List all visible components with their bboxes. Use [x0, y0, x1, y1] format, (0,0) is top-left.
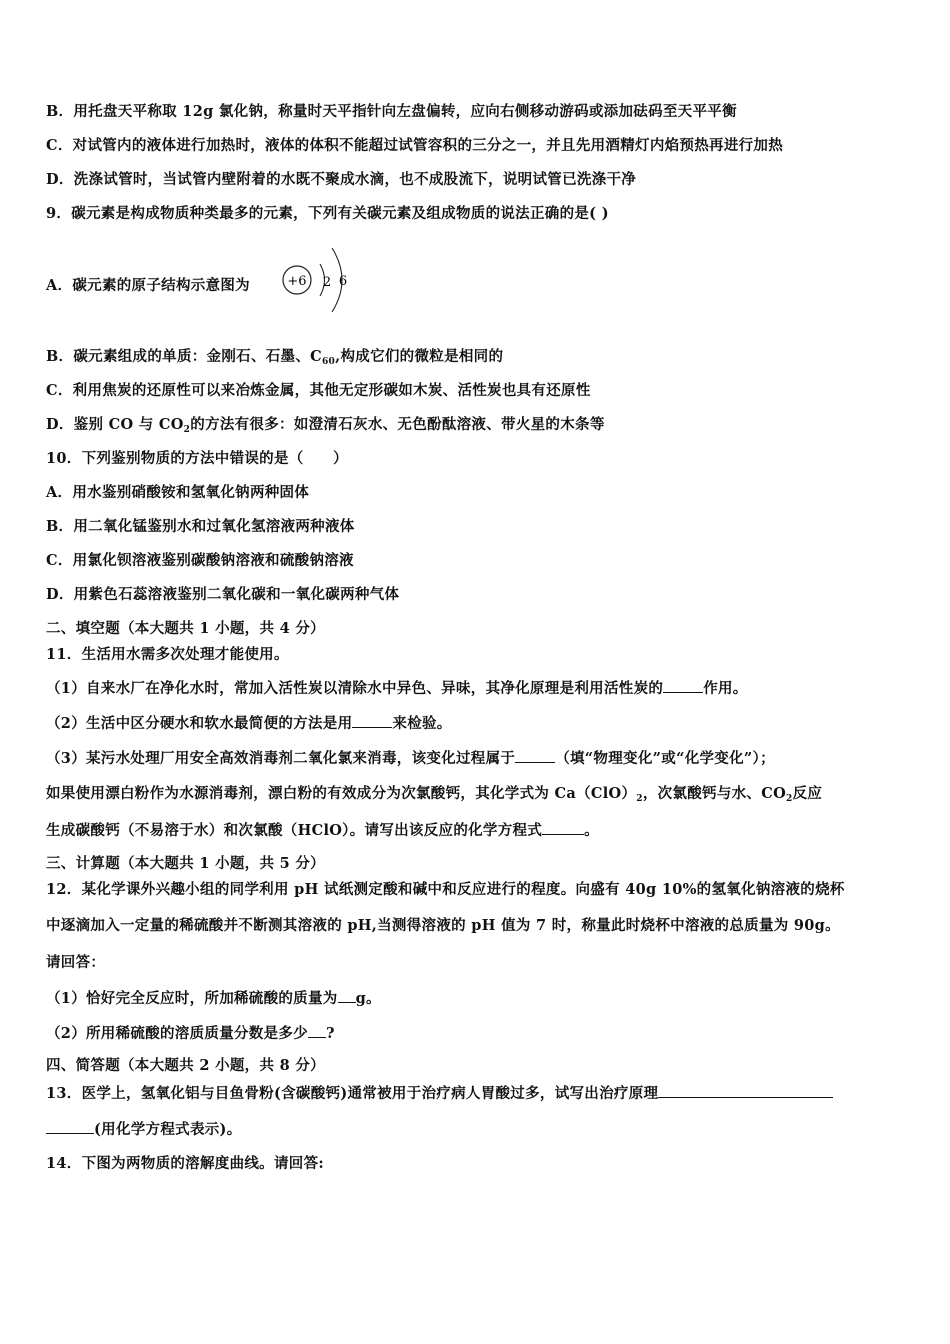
- q13-line-1: 13．医学上，氢氧化铝与目鱼骨粉(含碳酸钙)通常被用于治疗病人胃酸过多，试写出治疗原理: [46, 1083, 833, 1104]
- answer-blank: [515, 748, 555, 763]
- q9-stem: 9．碳元素是构成物质种类最多的元素，下列有关碳元素及组成物质的说法正确的是( ): [46, 205, 609, 222]
- shell-1-count: 2: [322, 275, 332, 290]
- q12-line-1: 12．某化学课外兴趣小组的同学利用 pH 试纸测定酸和碱中和反应进行的程度。向盛有 40g 10%的氢氧化钠溶液的烧杯: [46, 881, 845, 898]
- q11-part-3-cont-2: 生成碳酸钙（不易溶于水）和次氯酸（HClO）。请写出该反应的化学方程式 。: [46, 822, 599, 839]
- answer-blank: [542, 820, 584, 835]
- answer-blank: [46, 1119, 94, 1134]
- q9-option-c: C．利用焦炭的还原性可以来冶炼金属，其他无定形碳如木炭、活性炭也具有还原性: [46, 382, 591, 399]
- section-3-title: 三、计算题（本大题共 1 小题，共 5 分）: [46, 855, 325, 872]
- q10-option-a: A．用水鉴别硝酸铵和氢氧化钠两种固体: [46, 484, 310, 501]
- section-4-title: 四、简答题（本大题共 2 小题，共 8 分）: [46, 1057, 325, 1074]
- q10-option-d: D．用紫色石蕊溶液鉴别二氧化碳和一氧化碳两种气体: [46, 586, 400, 603]
- answer-blank: [663, 678, 703, 693]
- q9-option-d: D．鉴别 CO 与 $CO_2$的方法有很多：如澄清石灰水、无色酚酞溶液、带火星的木条等: [46, 416, 605, 435]
- q10-option-b: B．用二氧化锰鉴别水和过氧化氢溶液两种液体: [46, 518, 355, 535]
- q9-option-b: B．碳元素组成的单质：金刚石、石墨、$C_{60}$,构成它们的微粒是相同的: [46, 348, 504, 367]
- q11-part-3-cont: 如果使用漂白粉作为水源消毒剂，漂白粉的有效成分为次氯酸钙，其化学式为 $Ca(ClO)_2$，次氯酸钙与水、$CO_2$反应: [46, 785, 823, 804]
- answer-blank: [338, 988, 356, 1003]
- q13-line-2: (用化学方程式表示)。: [46, 1119, 242, 1140]
- q12-line-3: 请回答：: [46, 954, 106, 971]
- answer-blank: [308, 1023, 326, 1038]
- q11-part-1: （1）自来水厂在净化水时，常加入活性炭以清除水中异色、异味，其净化原理是利用活性炭的 作用。: [46, 680, 748, 697]
- answer-blank: [352, 713, 392, 728]
- q10-stem: 10．下列鉴别物质的方法中错误的是（ ）: [46, 450, 348, 467]
- q11-stem: 11．生活用水需多次处理才能使用。: [46, 646, 289, 663]
- q11-part-2: （2）生活中区分硬水和软水最简便的方法是用 来检验。: [46, 715, 452, 732]
- q10-option-c: C．用氯化钡溶液鉴别碳酸钠溶液和硫酸钠溶液: [46, 552, 354, 569]
- q14-stem: 14．下图为两物质的溶解度曲线。请回答:: [46, 1155, 325, 1172]
- q8-option-c: C．对试管内的液体进行加热时，液体的体积不能超过试管容积的三分之一，并且先用酒精灯内焰预热再进行加热: [46, 137, 784, 154]
- section-2-title: 二、填空题（本大题共 1 小题，共 4 分）: [46, 620, 325, 637]
- q12-line-2: 中逐滴加入一定量的稀硫酸并不断测其溶液的 pH,当测得溶液的 pH 值为 7 时，称量此时烧杯中溶液的总质量为 90g。: [46, 917, 840, 934]
- q8-option-d: D．洗涤试管时，当试管内壁附着的水既不聚成水滴，也不成股流下，说明试管已洗涤干净: [46, 171, 637, 188]
- shell-2-count: 6: [338, 274, 348, 289]
- q9-option-a: A．碳元素的原子结构示意图为: [46, 277, 250, 294]
- q8-option-b: B．用托盘天平称取 12g 氯化钠，称量时天平指针向左盘偏转，应向右侧移动游码或添加砝码至天平平衡: [46, 103, 737, 120]
- answer-blank: [658, 1083, 833, 1098]
- q11-part-3: （3）某污水处理厂用安全高效消毒剂二氧化氯来消毒，该变化过程属于 （填“物理变化”或“化学变化”）；: [46, 750, 775, 767]
- nucleus-label: +6: [287, 274, 307, 289]
- q12-part-2: （2）所用稀硫酸的溶质质量分数是多少 ?: [46, 1025, 335, 1042]
- q12-part-1: （1）恰好完全反应时，所加稀硫酸的质量为 g。: [46, 990, 381, 1007]
- carbon-atom-diagram: [280, 240, 360, 320]
